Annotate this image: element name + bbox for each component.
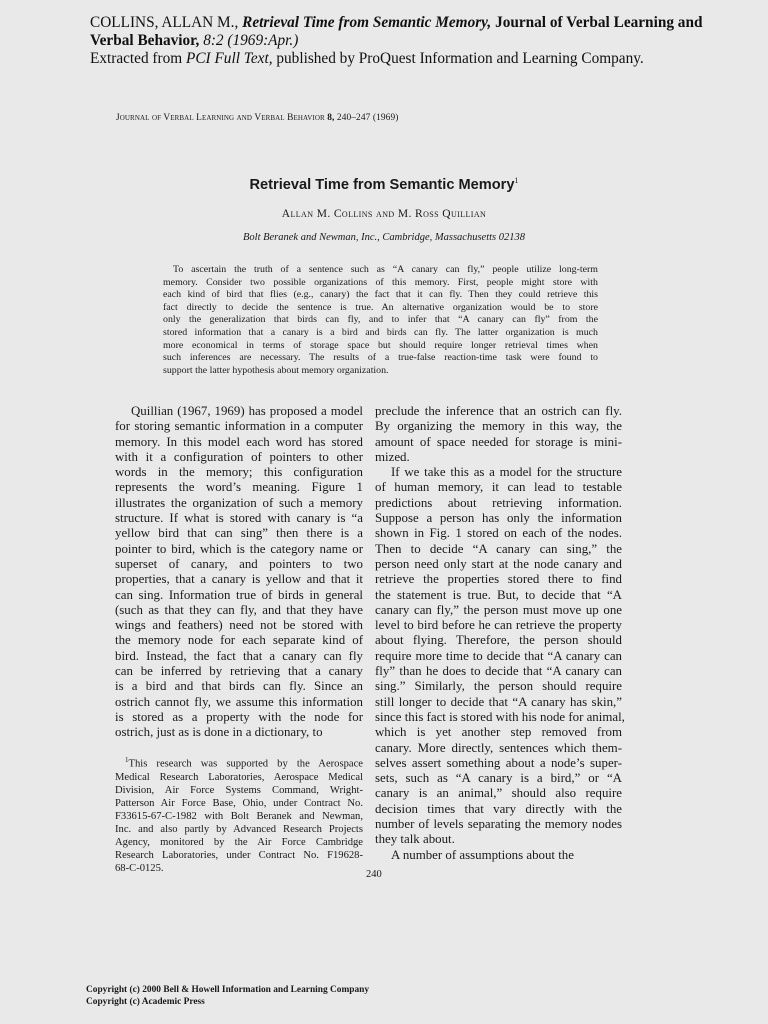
body-text-line: represents the word’s meaning. Figure 1 bbox=[115, 480, 363, 495]
journal-running-head bbox=[116, 113, 398, 123]
footnote-line: Division, Air Force Systems Command, Wright- bbox=[115, 784, 363, 796]
body-text-line: superset of canary, and pointers to two bbox=[115, 556, 363, 571]
body-text-line: yellow bird that can sing” then there is a bbox=[115, 526, 363, 541]
journal-name: Journal of Verbal Learning and Verbal Behavior bbox=[116, 113, 325, 123]
body-text-line: person need only start at the node canary and bbox=[375, 556, 622, 571]
body-text-line: canary is an animal,” should also require bbox=[375, 786, 622, 801]
body-text-line: retrieve the properties stored there to find bbox=[375, 572, 622, 587]
footnote-line: Research Laboratories, under Contract No. F19628- bbox=[115, 850, 363, 862]
body-text-line: is a bird and that birds can fly. Since an bbox=[115, 679, 363, 694]
citation-line-1 bbox=[90, 14, 760, 32]
extracted-prefix: Extracted from bbox=[90, 50, 183, 67]
journal-volume: 8, bbox=[327, 113, 335, 123]
body-text-line: words in the memory; this configuration bbox=[115, 465, 363, 480]
body-text-line: predictions about retrieving information. bbox=[375, 495, 622, 510]
body-text-line: preclude the inference that an ostrich can fly. bbox=[375, 404, 622, 418]
body-text-line: mized. bbox=[375, 449, 410, 464]
abstract-line: only the generalization that birds can fly, and to infer that “A canary can fly” from the bbox=[163, 314, 598, 326]
body-text-line: about flying. Therefore, the person should bbox=[375, 633, 622, 648]
body-text-line: still longer to decide that “A canary has skin,” bbox=[375, 694, 622, 709]
citation-header bbox=[90, 14, 760, 68]
page-number: 240 bbox=[366, 869, 382, 880]
body-text-line: level to bird before he can retrieve the property bbox=[375, 618, 622, 633]
extracted-source: PCI Full Text, bbox=[186, 50, 273, 67]
copyright-notice bbox=[86, 984, 369, 1008]
paper-authors: Allan M. Collins and M. Ross Quillian bbox=[281, 208, 487, 220]
citation-author: COLLINS, ALLAN M., bbox=[90, 14, 239, 31]
body-text-line: Then to decide “A canary can sing,” the bbox=[375, 541, 622, 556]
citation-journal-a: Journal of Verbal Learning and bbox=[495, 14, 703, 31]
body-text-line: Suppose a person has only the information bbox=[375, 511, 622, 526]
body-text-line: selves assert something about a node’s super- bbox=[375, 755, 622, 770]
body-text-line: A number of assumptions about the bbox=[391, 847, 574, 862]
body-text-line: ostrich cannot fly, we assume this information bbox=[115, 694, 363, 709]
footnote-line bbox=[115, 754, 363, 771]
body-text-line: If we take this as a model for the structure bbox=[391, 465, 622, 480]
footnote-mark: 1 bbox=[125, 756, 129, 764]
body-text-line: the statement is true. But, to decide that “A bbox=[375, 587, 622, 602]
body-text-line: require more time to decide that “A canary can bbox=[375, 648, 622, 663]
body-column-left bbox=[115, 404, 363, 741]
body-text-line: which is yet another step removed from bbox=[375, 725, 622, 740]
body-text-line: illustrates the organization of such a memory bbox=[115, 495, 363, 510]
footnote-line: 68-C-0125. bbox=[115, 863, 164, 875]
body-text-line: (such as that they can fly, and that they have bbox=[115, 602, 363, 617]
body-text-line: can sing. Information true of birds in general bbox=[115, 587, 363, 602]
body-text-line: ostrich, just as is done in a dictionary, to bbox=[115, 725, 323, 740]
abstract-line: such inferences are necessary. The results of a true-false reaction-time task were found to bbox=[163, 352, 598, 364]
abstract bbox=[163, 264, 598, 377]
body-text-line: decision times that vary directly with the bbox=[375, 801, 622, 816]
paper-title bbox=[0, 176, 768, 193]
body-column-right bbox=[375, 404, 625, 863]
title-footnote-mark: 1 bbox=[514, 176, 519, 185]
footnote-line: Patterson Air Force Base, Ohio, under Contract No. bbox=[115, 797, 363, 809]
footnote-line: Agency, monitored by the Air Force Cambridge bbox=[115, 837, 363, 849]
body-text-line: canary can fly,” the person must move up one bbox=[375, 602, 622, 617]
abstract-line: To ascertain the truth of a sentence such as “A canary can fly,” people utilize long-term bbox=[173, 264, 598, 275]
body-text-line: they talk about. bbox=[375, 832, 455, 847]
body-text-line: for storing semantic information in a computer bbox=[115, 419, 363, 434]
abstract-line: support the latter hypothesis about memory organization. bbox=[163, 364, 389, 376]
abstract-line: more economical in terms of storage space but should require longer retrieval times when bbox=[163, 339, 598, 351]
body-text-line: amount of space needed for storage is mini- bbox=[375, 434, 622, 449]
body-text-line: canary. More directly, sentences which them- bbox=[375, 740, 622, 755]
abstract-line: fact directly to decide the sentence is true. An alternative organization would be to store bbox=[163, 301, 598, 313]
body-text-line: bird. Instead, the fact that a canary can fly bbox=[115, 648, 363, 663]
body-text-line: can be inferred by retrieving that a canary bbox=[115, 664, 363, 679]
body-text-line: memory. In this model each word has stored bbox=[115, 434, 363, 449]
footnote-line: Inc. and also partly by Advanced Research Projects bbox=[115, 824, 363, 835]
body-text-line: sets, such as “A canary is a bird,” or “A bbox=[375, 771, 622, 786]
body-text-line: of human memory, it can lead to testable bbox=[375, 480, 622, 495]
citation-line-3 bbox=[90, 50, 760, 68]
extracted-suffix: published by ProQuest Information and Learning Company. bbox=[276, 50, 644, 67]
body-text-line: fly” than he does to decide that “A canary can bbox=[375, 664, 622, 679]
paper-title-text: Retrieval Time from Semantic Memory bbox=[249, 176, 515, 193]
body-text-line: By organizing the memory in this way, the bbox=[375, 419, 622, 434]
citation-journal-b: Verbal Behavior, bbox=[90, 32, 200, 49]
footnote-line-text: This research was supported by the Aerospace bbox=[128, 758, 363, 770]
journal-pages: 240–247 (1969) bbox=[336, 113, 399, 123]
body-text-line: structure. If what is stored with canary is “a bbox=[115, 511, 363, 526]
copyright-line-1: Copyright (c) 2000 Bell & Howell Information and Learning Company bbox=[86, 985, 370, 995]
citation-volume: 8:2 (1969:Apr.) bbox=[203, 32, 299, 49]
footnote bbox=[115, 754, 363, 875]
body-text-line: the memory node for each separate kind of bbox=[115, 633, 363, 648]
body-text-line: number of levels separating the memory nodes bbox=[375, 817, 622, 832]
body-text-line: with it a configuration of pointers to other bbox=[115, 449, 363, 464]
body-text-line: shown in Fig. 1 stored on each of the nodes. bbox=[375, 526, 622, 541]
citation-title: Retrieval Time from Semantic Memory, bbox=[242, 14, 492, 31]
footnote-line: F33615-67-C-1982 with Bolt Beranek and Newman, bbox=[115, 810, 363, 822]
abstract-line: memory. Consider two possible organizations of this memory. First, people might store with bbox=[163, 276, 598, 288]
body-text-line: wings and feathers) need not be stored with bbox=[115, 618, 363, 633]
abstract-line: each kind of bird that flies (e.g., canary) the fact that it can fly. Then they could retrieve this bbox=[163, 289, 598, 301]
body-text-line: sing.” Similarly, the person should require bbox=[375, 679, 622, 694]
footnote-line: Medical Research Laboratories, Aerospace Medical bbox=[115, 771, 363, 783]
body-text-line: Quillian (1967, 1969) has proposed a model bbox=[131, 404, 363, 418]
body-text-line: properties, that a canary is yellow and that it bbox=[115, 572, 363, 587]
citation-line-2 bbox=[90, 32, 760, 50]
body-text-line: since this fact is stored with his node for animal, bbox=[375, 709, 625, 724]
body-text-line: pointer to bird, which is the category name or bbox=[115, 541, 363, 556]
abstract-line: stored information that a canary is a bird and birds can fly. The latter organization is much bbox=[163, 326, 598, 338]
copyright-line-2: Copyright (c) Academic Press bbox=[86, 997, 205, 1007]
body-text-line: is stored as a property with the node for bbox=[115, 709, 363, 724]
paper-affiliation: Bolt Beranek and Newman, Inc., Cambridge, Massachusetts 02138 bbox=[242, 232, 525, 243]
